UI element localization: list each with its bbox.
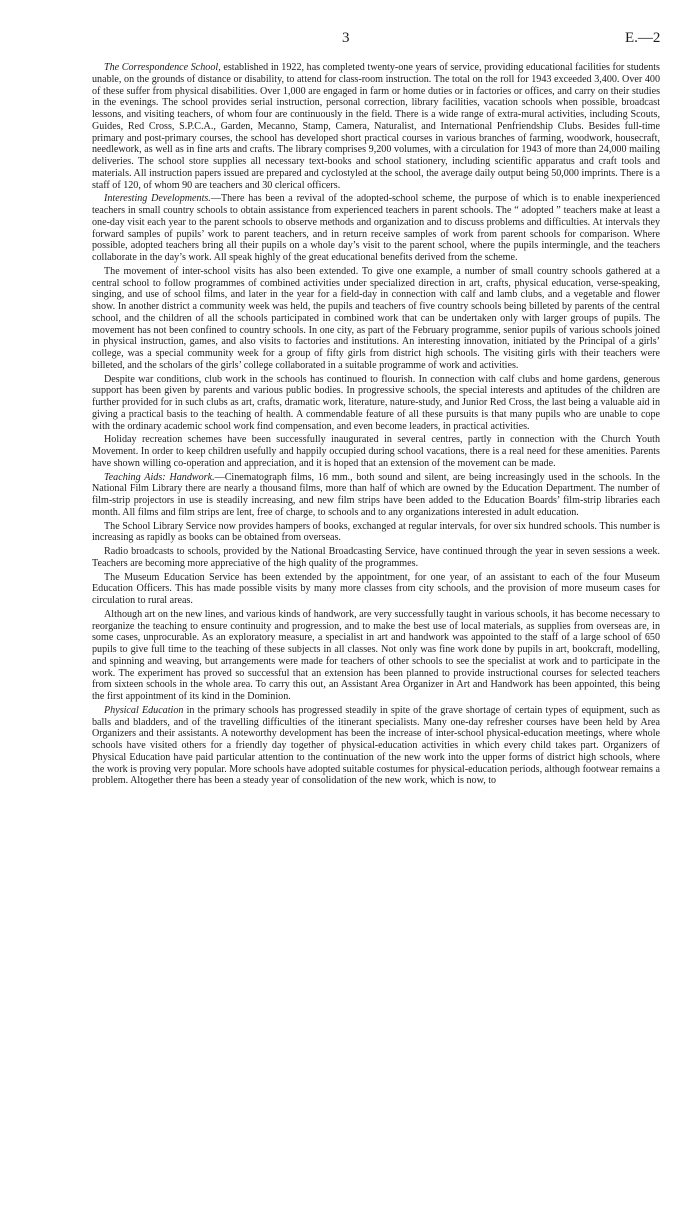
paragraph-physical-education (92, 705, 660, 787)
paragraph-art-handwork (92, 609, 660, 703)
paragraph-text: The School Library Service now provides hampers of books, exchanged at regular intervals, for over six hundred schools. This number is increasing as rapidly as books can be obtained from overseas. (92, 520, 660, 544)
paragraph-radio-broadcasts (92, 546, 660, 570)
paragraph-text: Although art on the new lines, and various kinds of handwork, are very successfully taught in various schools, it has become necessary to reorganize the teaching to ensure continuity and progression, and to make the best use of local materials, as supplies from overseas are, in some cases, unprocurable. As an exploratory measure, a specialist in art and handwork was appointed to the staff of a large school of 650 pupils to give full time to the teaching of these subjects in all classes. Not only was fine work done by pupils in art, bookcraft, modelling, and spinning and weaving, but arrangements were made for teachers of other schools to see the specialist at work and to participate in the work. The experiment has proved so successful that an extension has been planned to provide instructional courses for selected teachers from sixteen schools in the whole area. To carry this out, an Assistant Area Organizer in Art and Handwork has been appointed, this being the first appointment of its kind in the Dominion. (92, 608, 660, 702)
paragraph-club-work (92, 374, 660, 433)
paragraph-text: Holiday recreation schemes have been successfully inaugurated in several centres, partly in connection with the Church Youth Movement. In order to keep children usefully and happily occupied during school vacations, there is a real need for these amenities. Parents have shown willing co-operation and appreciation, and it is hoped that an extension of the movement can be made. (92, 434, 660, 469)
paragraph-text: in the primary schools has progressed steadily in spite of the grave shortage of certain types of equipment, such as balls and bladders, and of the travelling difficulties of the itinerant specialists. Many one-day refresher courses have been held by Area Organizers and their assistants. A noteworthy development has been the increase of inter-school physical-education meetings, where whole schools have visited others for a friendly day together of physical-education activities in which every child takes part. Organizers of Physical Education have paid particular attention to the continuation of the new work into the upper forms of district high schools, where the work is proving very popular. More schools have adopted suitable costumes for physical-education periods, although footwear remains a problem. Altogether there has been a steady year of consolidation of the new work, which is now, to (92, 704, 660, 787)
paragraph-school-library (92, 521, 660, 545)
paragraph-text: The movement of inter-school visits has also been extended. To give one example, a number of small country schools gathered at a central school to follow programmes of combined activities under specialized direction in art, crafts, physical education, verse-speaking, singing, and use of school films, and later in the year for a field-day in connection with calf and lamb clubs, and a vegetable and flower show. In another district a community week was held, the pupils and teachers of five country schools being billeted by parents of the central school, and the children of all the schools participated in combined work that can be undertaken only with larger groups of pupils. The movement has not been confined to country schools. In one city, as part of the February programme, senior pupils of various schools joined in physical instruction, games, and also visits to factories and institutions. An interesting innovation, initiated by the Principal of a girls’ college, was a special community week for a group of fifty girls from district high schools. The visiting girls with their teachers were billeted, and the scholars of the girls’ college collaborated in a suitable programme of work and activities. (92, 265, 660, 371)
page-number: 3 (342, 30, 350, 46)
paragraph-lead: Interesting Developments. (104, 193, 211, 205)
paragraph-lead: Teaching Aids: Handwork. (104, 471, 215, 483)
paragraph-text: Despite war conditions, club work in the schools has continued to flourish. In connection with calf clubs and home gardens, generous support has been given by parents and various public bodies. In progressive schools, the special interests and aptitudes of the children are further provided for in such clubs as art, crafts, dramatic work, literature, nature-study, and Junior Red Cross, the last being a valuable aid in giving a practical basis to the teaching of health. A commendable feature of all these pursuits is that many pupils who are unable to cope with the ordinary academic school work find compensation, and even become leaders, in practical activities. (92, 373, 660, 432)
paragraph-museum-education (92, 572, 660, 607)
paragraph-text: Radio broadcasts to schools, provided by the National Broadcasting Service, have continued through the year in seven sessions a week. Teachers are becoming more appreciative of the high quality of the programmes. (92, 546, 660, 569)
page-header (0, 30, 700, 48)
paragraph-inter-school-visits (92, 266, 660, 372)
document-code: E.—2 (625, 30, 661, 46)
paragraph-interesting-developments (92, 193, 660, 264)
paragraph-lead: Physical Education (104, 704, 184, 716)
paragraph-text: The Museum Education Service has been extended by the appointment, for one year, of an assistant to each of the four Museum Education Officers. This has made possible visits by many more classes from city schools, and the provision of more museum cases for circulation to rural areas. (92, 571, 660, 606)
paragraph-text: —Cinematograph films, 16 mm., both sound and silent, are being increasingly used in the schools. In the National Film Library there are nearly a thousand films, more than half of which are owned by the Education Department. The number of film-strip projectors in use is steadily increasing, and new film strips have been added to the Education Boards’ film-strip libraries each month. All films and film strips are lent, free of charge, to schools and to any organizations interested in adult education. (92, 471, 660, 518)
paragraph-holiday-recreation (92, 434, 660, 469)
paragraph-lead: The Correspondence School, (104, 62, 221, 73)
paragraph-text: —There has been a revival of the adopted-school scheme, the purpose of which is to enable inexperienced teachers in small country schools to obtain assistance from experienced teachers in parent schools. The “ adopted ” teachers make at least a one-day visit each year to the parent schools to observe methods and organization and to discuss problems and difficulties. At intervals they forward samples of pupils’ work to parent teachers, and in return receive samples of work from parent schools for comparison. Where possible, adopted teachers bring all their pupils on a whole day’s visit to the parent school, where the pupils intermingle, and the teachers collaborate in the day’s work. All speak highly of the great educational benefits derived from the scheme. (92, 193, 660, 263)
paragraph-teaching-aids (92, 472, 660, 519)
body-text (92, 62, 660, 789)
paragraph-text: established in 1922, has completed twenty-one years of service, providing educational facilities for students unable, on the grounds of distance or disability, to attend for class-room instruction. The total on the roll for 1943 exceeded 3,400. Over 400 of these suffer from physical disabilities. Over 1,000 are engaged in farm or home duties or in factories or offices, and carry on their studies in the evenings. The school provides serial instruction, personal correction, library facilities, vacation schools when possible, broadcast lessons, and visiting teachers, of whom four are continuously in the field. There is a wide range of extra-mural activities, including Scouts, Guides, Red Cross, S.P.C.A., Garden, Mecanno, Stamp, Camera, Naturalist, and International Penfriendship Clubs. Besides full-time primary and post-primary courses, the school has developed short practical courses in various branches of farming, woodwork, housecraft, needlework, as well as in fine arts and crafts. The library comprises 9,200 volumes, with a circulation for 1943 of more than 24,000 mailing deliveries. The school store supplies all necessary text-books and school stationery, including scientific apparatus and craft tools and materials. All instruction papers issued are prepared and cyclostyled at the school, the average daily output being 50,000 imprints. There is a staff of 120, of whom 90 are teachers and 30 clerical officers. (92, 62, 660, 191)
paragraph-correspondence-school (92, 62, 660, 191)
